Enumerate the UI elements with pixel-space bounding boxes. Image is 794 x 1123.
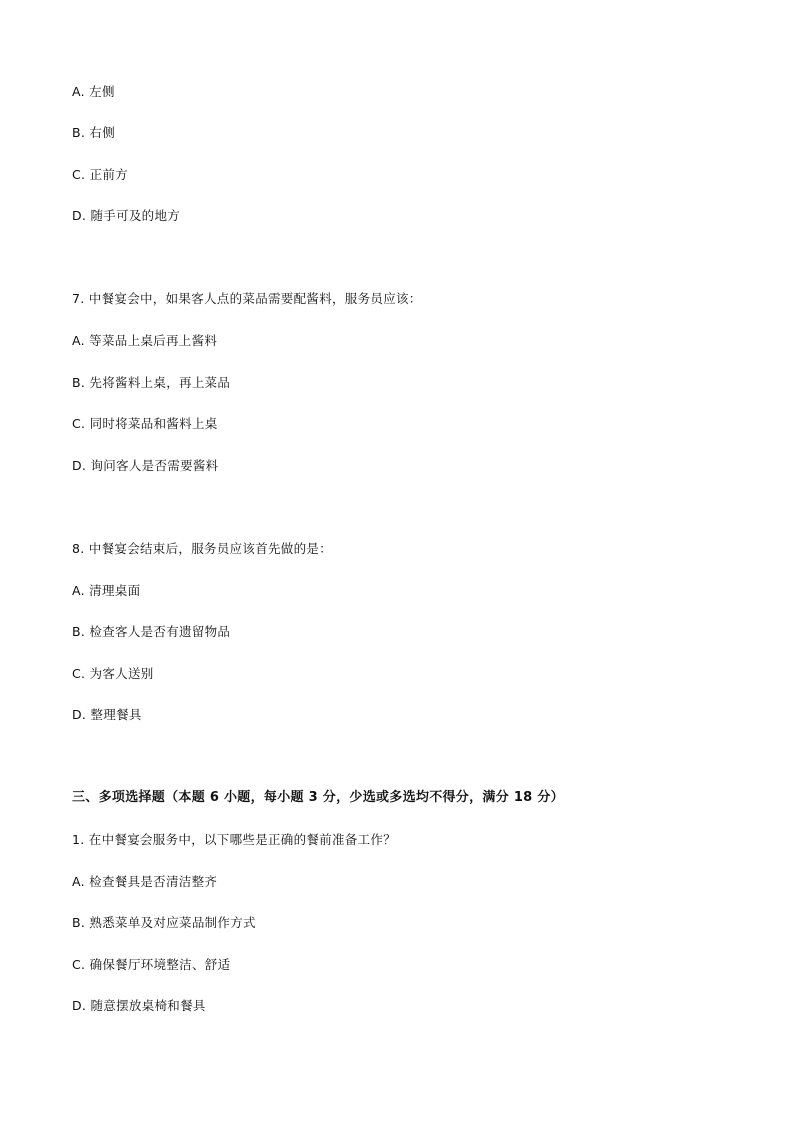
s3-q1-option-a: A. 检查餐具是否清洁整齐 bbox=[72, 874, 218, 889]
q6-option-c: C. 正前方 bbox=[72, 167, 128, 182]
q8-option-b: B. 检查客人是否有遗留物品 bbox=[72, 624, 231, 639]
s3-q1-option-c: C. 确保餐厅环境整洁、舒适 bbox=[72, 957, 231, 972]
section-heading: 三、多项选择题（本题 6 小题，每小题 3 分，少选或多选均不得分，满分 18 分） bbox=[72, 790, 564, 805]
q8-question: 8. 中餐宴会结束后，服务员应该首先做的是： bbox=[72, 541, 333, 556]
q7-option-a: A. 等菜品上桌后再上酱料 bbox=[72, 333, 218, 348]
q7-question: 7. 中餐宴会中，如果客人点的菜品需要配酱料，服务员应该： bbox=[72, 291, 422, 306]
s3-q1-option-d: D. 随意摆放桌椅和餐具 bbox=[72, 998, 206, 1013]
s3-q1-question: 1. 在中餐宴会服务中，以下哪些是正确的餐前准备工作？ bbox=[72, 832, 397, 847]
q8-option-d: D. 整理餐具 bbox=[72, 707, 142, 722]
s3-q1-option-b: B. 熟悉菜单及对应菜品制作方式 bbox=[72, 915, 256, 930]
q6-option-a: A. 左侧 bbox=[72, 84, 115, 99]
q7-option-c: C. 同时将菜品和酱料上桌 bbox=[72, 416, 218, 431]
q8-option-a: A. 清理桌面 bbox=[72, 583, 141, 598]
q6-option-b: B. 右侧 bbox=[72, 125, 116, 140]
q8-option-c: C. 为客人送别 bbox=[72, 666, 154, 681]
q7-option-d: D. 询问客人是否需要酱料 bbox=[72, 458, 219, 473]
q7-option-b: B. 先将酱料上桌，再上菜品 bbox=[72, 375, 231, 390]
q6-option-d: D. 随手可及的地方 bbox=[72, 208, 181, 223]
